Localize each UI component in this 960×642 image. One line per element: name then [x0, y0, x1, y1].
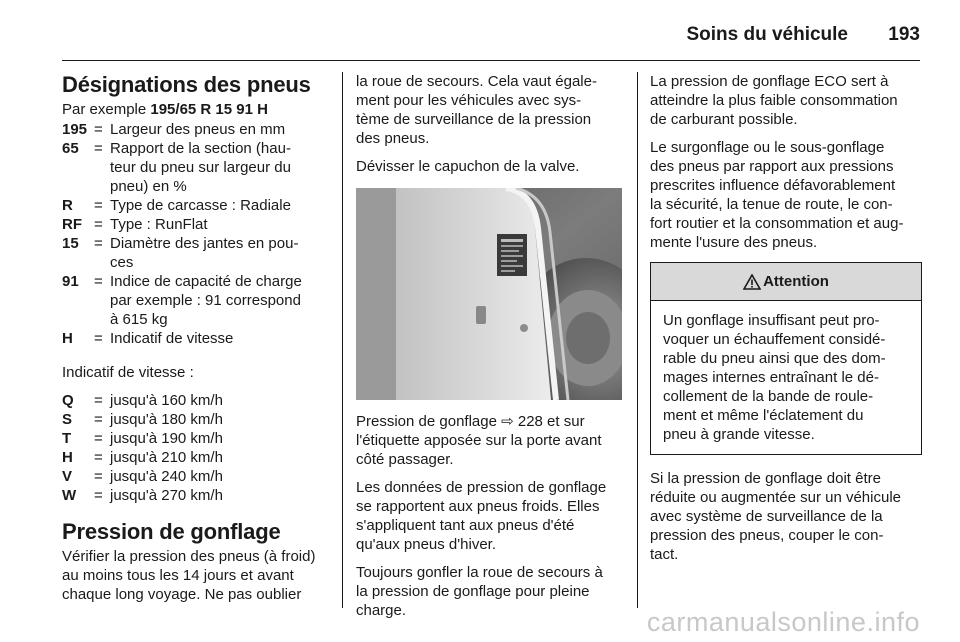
warning-text: Un gonflage insuffisant peut pro- voquer un échauffement considé- rable du pneu ainsi que des dom- mages internes entraînant le dé- collement de la bande de roule- ment et même l'éclatement du pneu à grande vitesse. [663, 312, 886, 443]
example-line [62, 100, 330, 119]
page-header [0, 14, 960, 54]
valve-cap-paragraph: Dévisser le capuchon de la valve. [356, 158, 580, 175]
speed-row: T = jusqu'à 190 km/h [62, 430, 223, 447]
warning-title: Attention [763, 273, 829, 290]
pressure-label-paragraph: Pression de gonflage ⇨ 228 et sur l'étiquette apposée sur la porte avant côté passager. [356, 413, 602, 468]
definition-row: 195 = Largeur des pneus en mm [62, 121, 286, 138]
column-2 [356, 72, 624, 620]
speed-row: H = jusqu'à 210 km/h [62, 449, 223, 466]
over-under-inflation-paragraph: Le surgonflage ou le sous-gonflage des pneus par rapport aux pressions prescrites influence défavorablement la sécurité, la tenue de route, le con- fort routier et la consommation et aug- mente l'usure des pneus. [650, 139, 904, 251]
example-code: 195/65 R 15 91 H [150, 101, 268, 118]
header-rule [62, 60, 920, 61]
definition-row: H = Indicatif de vitesse [62, 330, 234, 347]
example-prefix: Par exemple [62, 101, 151, 118]
speed-index-intro: Indicatif de vitesse : [62, 364, 194, 381]
column-1 [62, 72, 330, 604]
section-title: Soins du véhicule [686, 24, 848, 45]
speed-row: S = jusqu'à 180 km/h [62, 411, 223, 428]
pressure-paragraph: Vérifier la pression des pneus (à froid) au moins tous les 14 jours et avant chaque long voyage. Ne pas oublier [62, 548, 316, 603]
column-divider-1 [342, 72, 343, 608]
warning-header [651, 263, 921, 301]
tyre-pressure-label-photo [356, 188, 622, 400]
definition-row: 65 = Rapport de la section (hau- teur du pneu sur largeur du pneu) en % [62, 140, 291, 195]
page-reference-arrow-icon: ⇨ [501, 413, 514, 430]
warning-box [650, 262, 922, 455]
speed-row: V = jusqu'à 240 km/h [62, 468, 223, 485]
tyre-code-definitions [62, 120, 330, 348]
page-number: 193 [888, 24, 920, 45]
warning-triangle-icon [743, 274, 761, 290]
watermark: carmanualsonline.info [646, 607, 920, 637]
definition-row: 15 = Diamètre des jantes en pou- ces [62, 235, 299, 271]
eco-pressure-paragraph: La pression de gonflage ECO sert à atteindre la plus faible consommation de carburant possible. [650, 73, 898, 128]
column-divider-2 [637, 72, 638, 608]
speed-row: Q = jusqu'à 160 km/h [62, 392, 223, 409]
speed-index-list [62, 391, 330, 505]
cold-tyres-paragraph: Les données de pression de gonflage se rapportent aux pneus froids. Elles s'appliquent tant aux pneus d'été qu'aux pneus d'hiver. [356, 479, 607, 553]
column-3 [650, 72, 922, 564]
heading-tyre-pressure: Pression de gonflage [62, 519, 281, 544]
definition-row: R = Type de carcasse : Radiale [62, 197, 291, 214]
speed-row: W = jusqu'à 270 km/h [62, 487, 223, 504]
spare-full-load-paragraph: Toujours gonfler la roue de secours à la pression de gonflage pour pleine charge. [356, 564, 603, 619]
tpms-paragraph: Si la pression de gonflage doit être réduite ou augmentée sur un véhicule avec système de surveillance de la pression des pneus, couper le con- tact. [650, 470, 902, 563]
definition-row: RF = Type : RunFlat [62, 216, 208, 233]
heading-tyre-designations: Désignations des pneus [62, 72, 311, 97]
spare-wheel-paragraph: la roue de secours. Cela vaut égale- ment pour les véhicules avec sys- tème de surveillance de la pression des pneus. [356, 73, 597, 147]
definition-row: 91 = Indice de capacité de charge par exemple : 91 correspond à 615 kg [62, 273, 302, 328]
